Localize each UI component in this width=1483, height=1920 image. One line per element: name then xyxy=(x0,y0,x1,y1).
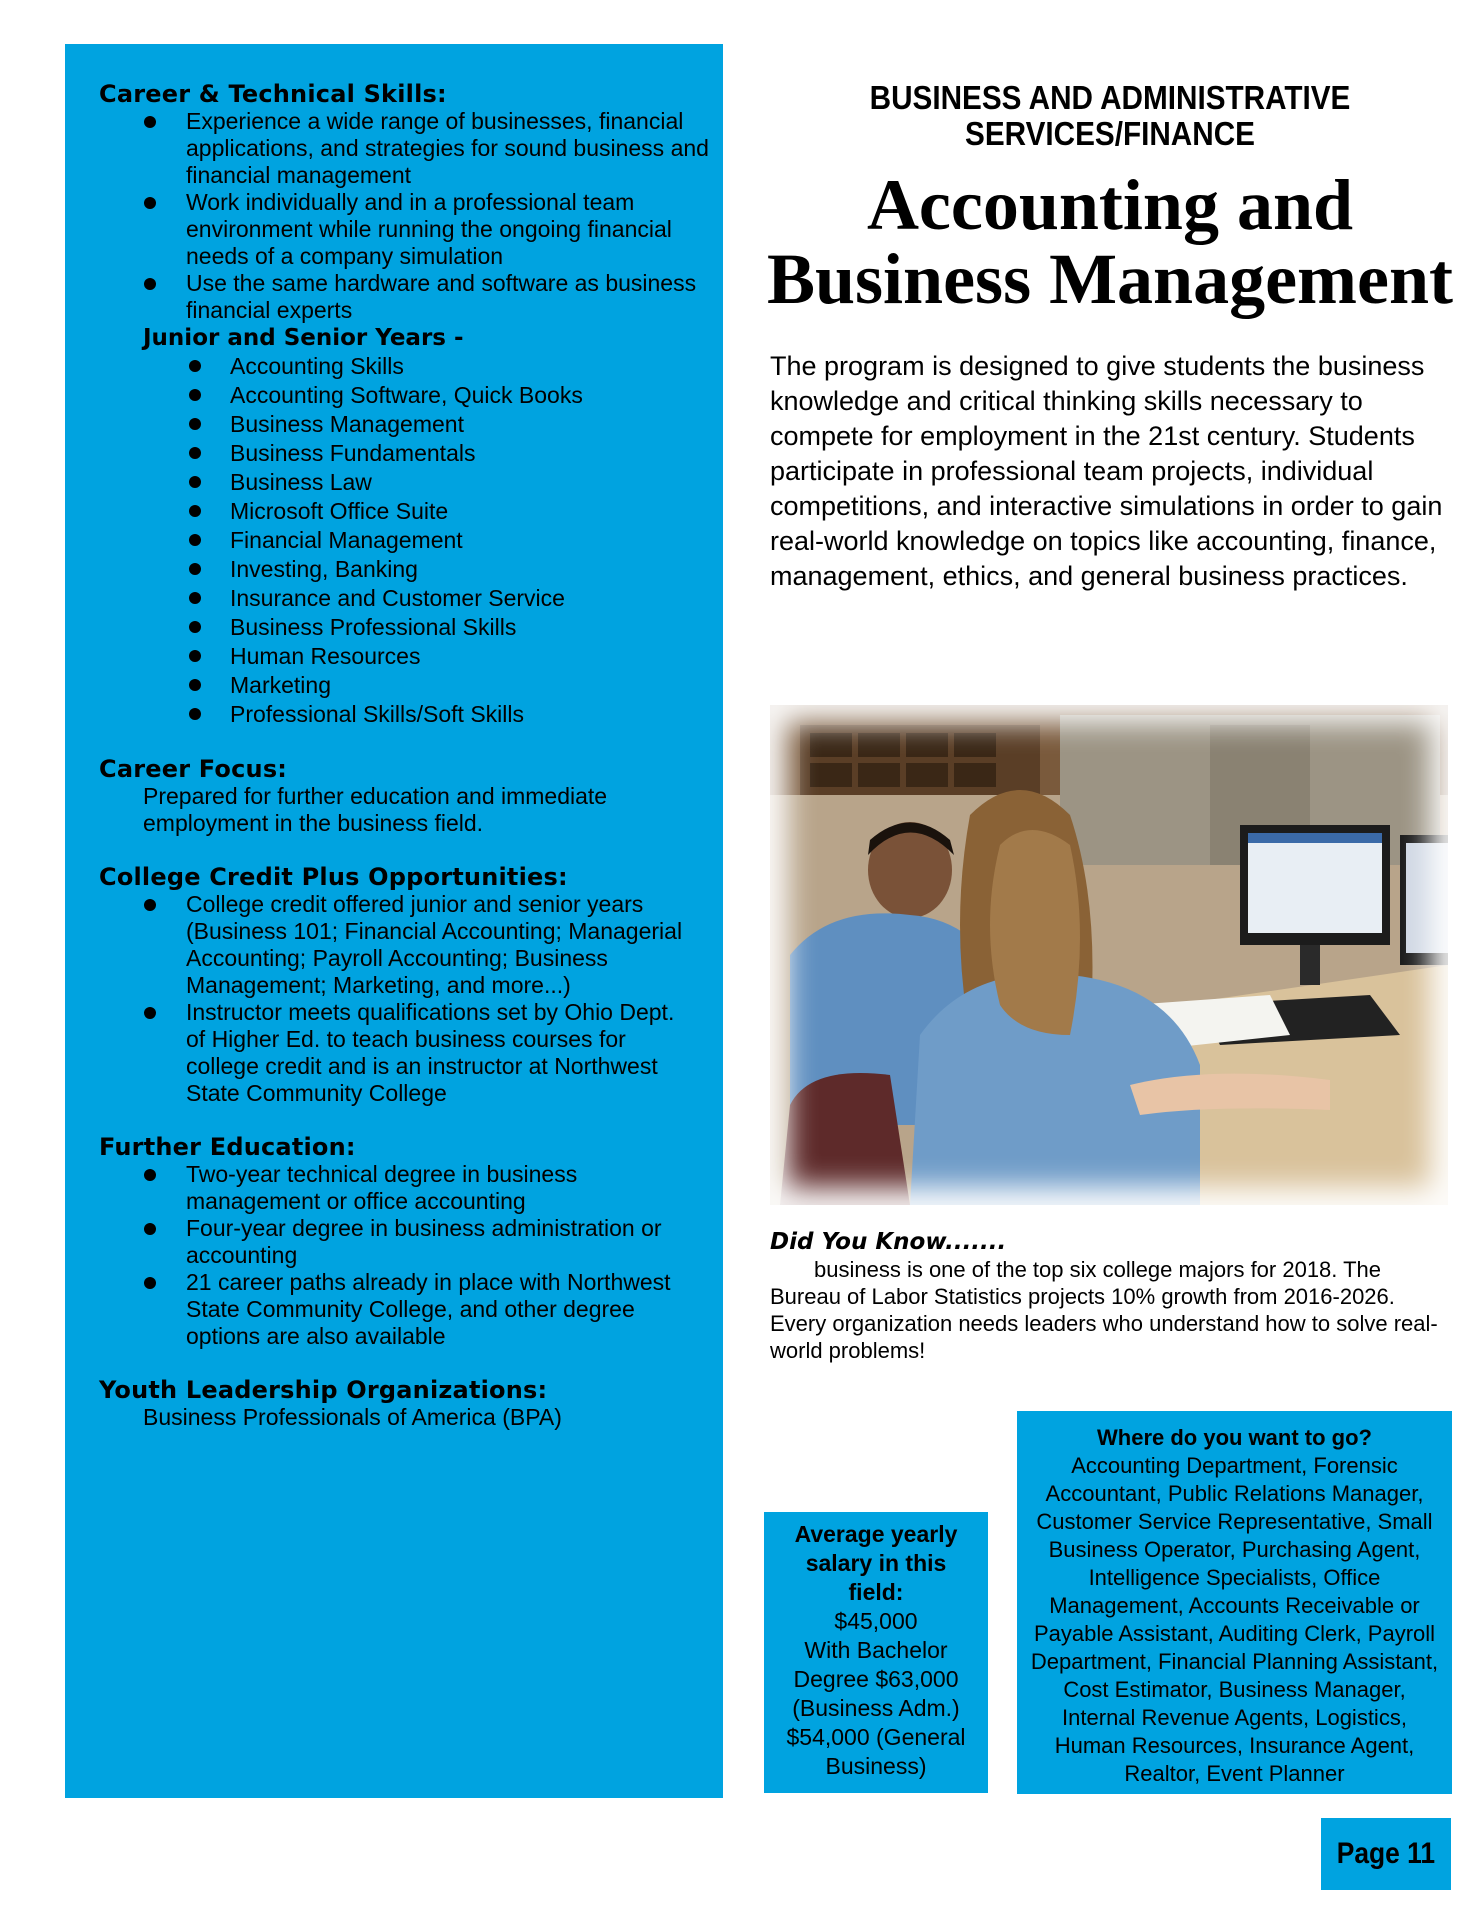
bullet-icon xyxy=(189,563,201,575)
ccp-heading: College Credit Plus Opportunities: xyxy=(99,863,568,891)
list-item: College credit offered junior and senior years (Business 101; Financial Accounting; Managerial Accounting; Payroll Accounting; Business Management; Marketing, and more...) xyxy=(99,891,709,999)
list-item: Business Fundamentals xyxy=(99,439,723,468)
list-item: Accounting Software, Quick Books xyxy=(99,381,723,410)
bullet-icon xyxy=(189,360,201,372)
page-number: Page 11 xyxy=(1321,1818,1451,1890)
list-item: Accounting Skills xyxy=(99,352,723,381)
list-item: Investing, Banking xyxy=(99,555,723,584)
list-item: Business Management xyxy=(99,410,723,439)
classroom-photo xyxy=(770,705,1448,1205)
ccp-list xyxy=(99,891,723,1107)
bullet-icon xyxy=(189,418,201,430)
list-item: Business Professional Skills xyxy=(99,613,723,642)
bullet-icon xyxy=(144,197,156,209)
left-info-panel xyxy=(65,44,723,1798)
bullet-icon xyxy=(189,621,201,633)
careers-heading: Where do you want to go? xyxy=(1097,1425,1372,1450)
list-item: Use the same hardware and software as business financial experts xyxy=(99,270,723,324)
list-item: Insurance and Customer Service xyxy=(99,584,723,613)
career-focus-heading: Career Focus: xyxy=(99,755,288,783)
bullet-icon xyxy=(144,1169,156,1181)
career-focus-text: Prepared for further education and immediate employment in the business field. xyxy=(143,783,608,836)
bullet-icon xyxy=(189,505,201,517)
salary-box xyxy=(764,1512,988,1793)
list-item: Professional Skills/Soft Skills xyxy=(99,700,723,729)
junior-senior-heading: Junior and Senior Years - xyxy=(143,325,464,351)
youth-leadership-heading: Youth Leadership Organizations: xyxy=(99,1376,548,1404)
salary-heading: Average yearly salary in this field: xyxy=(794,1521,958,1605)
bullet-icon xyxy=(189,592,201,604)
bullet-icon xyxy=(144,1223,156,1235)
careers-list: Accounting Department, Forensic Accountant, Public Relations Manager, Customer Service Representative, Small Business Operator, Purchasing Agent, Intelligence Specialists, Office Management, Accounts Receivable or Payable Assistant, Auditing Clerk, Payroll Department, Financial Planning Assistant, Cost Estimator, Business Manager, Internal Revenue Agents, Logistics, Human Resources, Insurance Agent, Realtor, Event Planner xyxy=(1030,1453,1439,1786)
further-education-heading: Further Education: xyxy=(99,1133,356,1161)
students-at-computers-image xyxy=(770,705,1448,1205)
list-item: Business Law xyxy=(99,468,723,497)
bullet-icon xyxy=(189,534,201,546)
salary-value: $45,000 xyxy=(834,1608,918,1634)
did-you-know-title: Did You Know....... xyxy=(770,1229,1007,1255)
did-you-know xyxy=(770,1228,1450,1364)
junior-senior-list xyxy=(99,352,723,729)
program-category: BUSINESS AND ADMINISTRATIVE SERVICES/FINANCE xyxy=(869,79,1351,152)
bullet-icon xyxy=(144,899,156,911)
further-education-list xyxy=(99,1161,723,1350)
program-description: The program is designed to give students the business knowledge and critical thinking skills necessary to compete for employment in the 21st century. Students participate in professional team projects, individual competitions, and interactive simulations in order to gain real-world knowledge on topics like accounting, finance, management, ethics, and general business practices. xyxy=(770,351,1443,591)
list-item: Microsoft Office Suite xyxy=(99,497,723,526)
list-item: Marketing xyxy=(99,671,723,700)
bullet-icon xyxy=(144,1007,156,1019)
bullet-icon xyxy=(189,476,201,488)
list-item: Financial Management xyxy=(99,526,723,555)
bullet-icon xyxy=(189,447,201,459)
list-item: Human Resources xyxy=(99,642,723,671)
list-item: Four-year degree in business administration or accounting xyxy=(99,1215,669,1269)
list-item: Work individually and in a professional team environment while running the ongoing financial needs of a company simulation xyxy=(99,189,723,270)
bullet-icon xyxy=(144,116,156,128)
career-tech-list xyxy=(99,108,723,324)
page-title: Accounting and Business Management xyxy=(766,165,1454,319)
careers-box xyxy=(1017,1411,1452,1794)
bullet-icon xyxy=(189,650,201,662)
bullet-icon xyxy=(144,278,156,290)
bullet-icon xyxy=(189,708,201,720)
bullet-icon xyxy=(189,389,201,401)
bullet-icon xyxy=(144,1277,156,1289)
bullet-icon xyxy=(189,679,201,691)
salary-detail: With Bachelor Degree $63,000 (Business Adm.) $54,000 (General Business) xyxy=(786,1637,966,1779)
list-item: Two-year technical degree in business management or office accounting xyxy=(99,1161,639,1215)
youth-leadership-text: Business Professionals of America (BPA) xyxy=(143,1404,562,1430)
list-item: Instructor meets qualifications set by Ohio Dept. of Higher Ed. to teach business courses for college credit and is an instructor at Northwest State Community College xyxy=(99,999,699,1107)
list-item: 21 career paths already in place with Northwest State Community College, and other degree options are also available xyxy=(99,1269,711,1350)
career-tech-heading: Career & Technical Skills: xyxy=(99,80,447,108)
list-item: Experience a wide range of businesses, financial applications, and strategies for sound business and financial management xyxy=(99,108,723,189)
did-you-know-text: business is one of the top six college majors for 2018. The Bureau of Labor Statistics projects 10% growth from 2016-2026. Every organization needs leaders who understand how to solve real-world problems! xyxy=(770,1257,1438,1363)
